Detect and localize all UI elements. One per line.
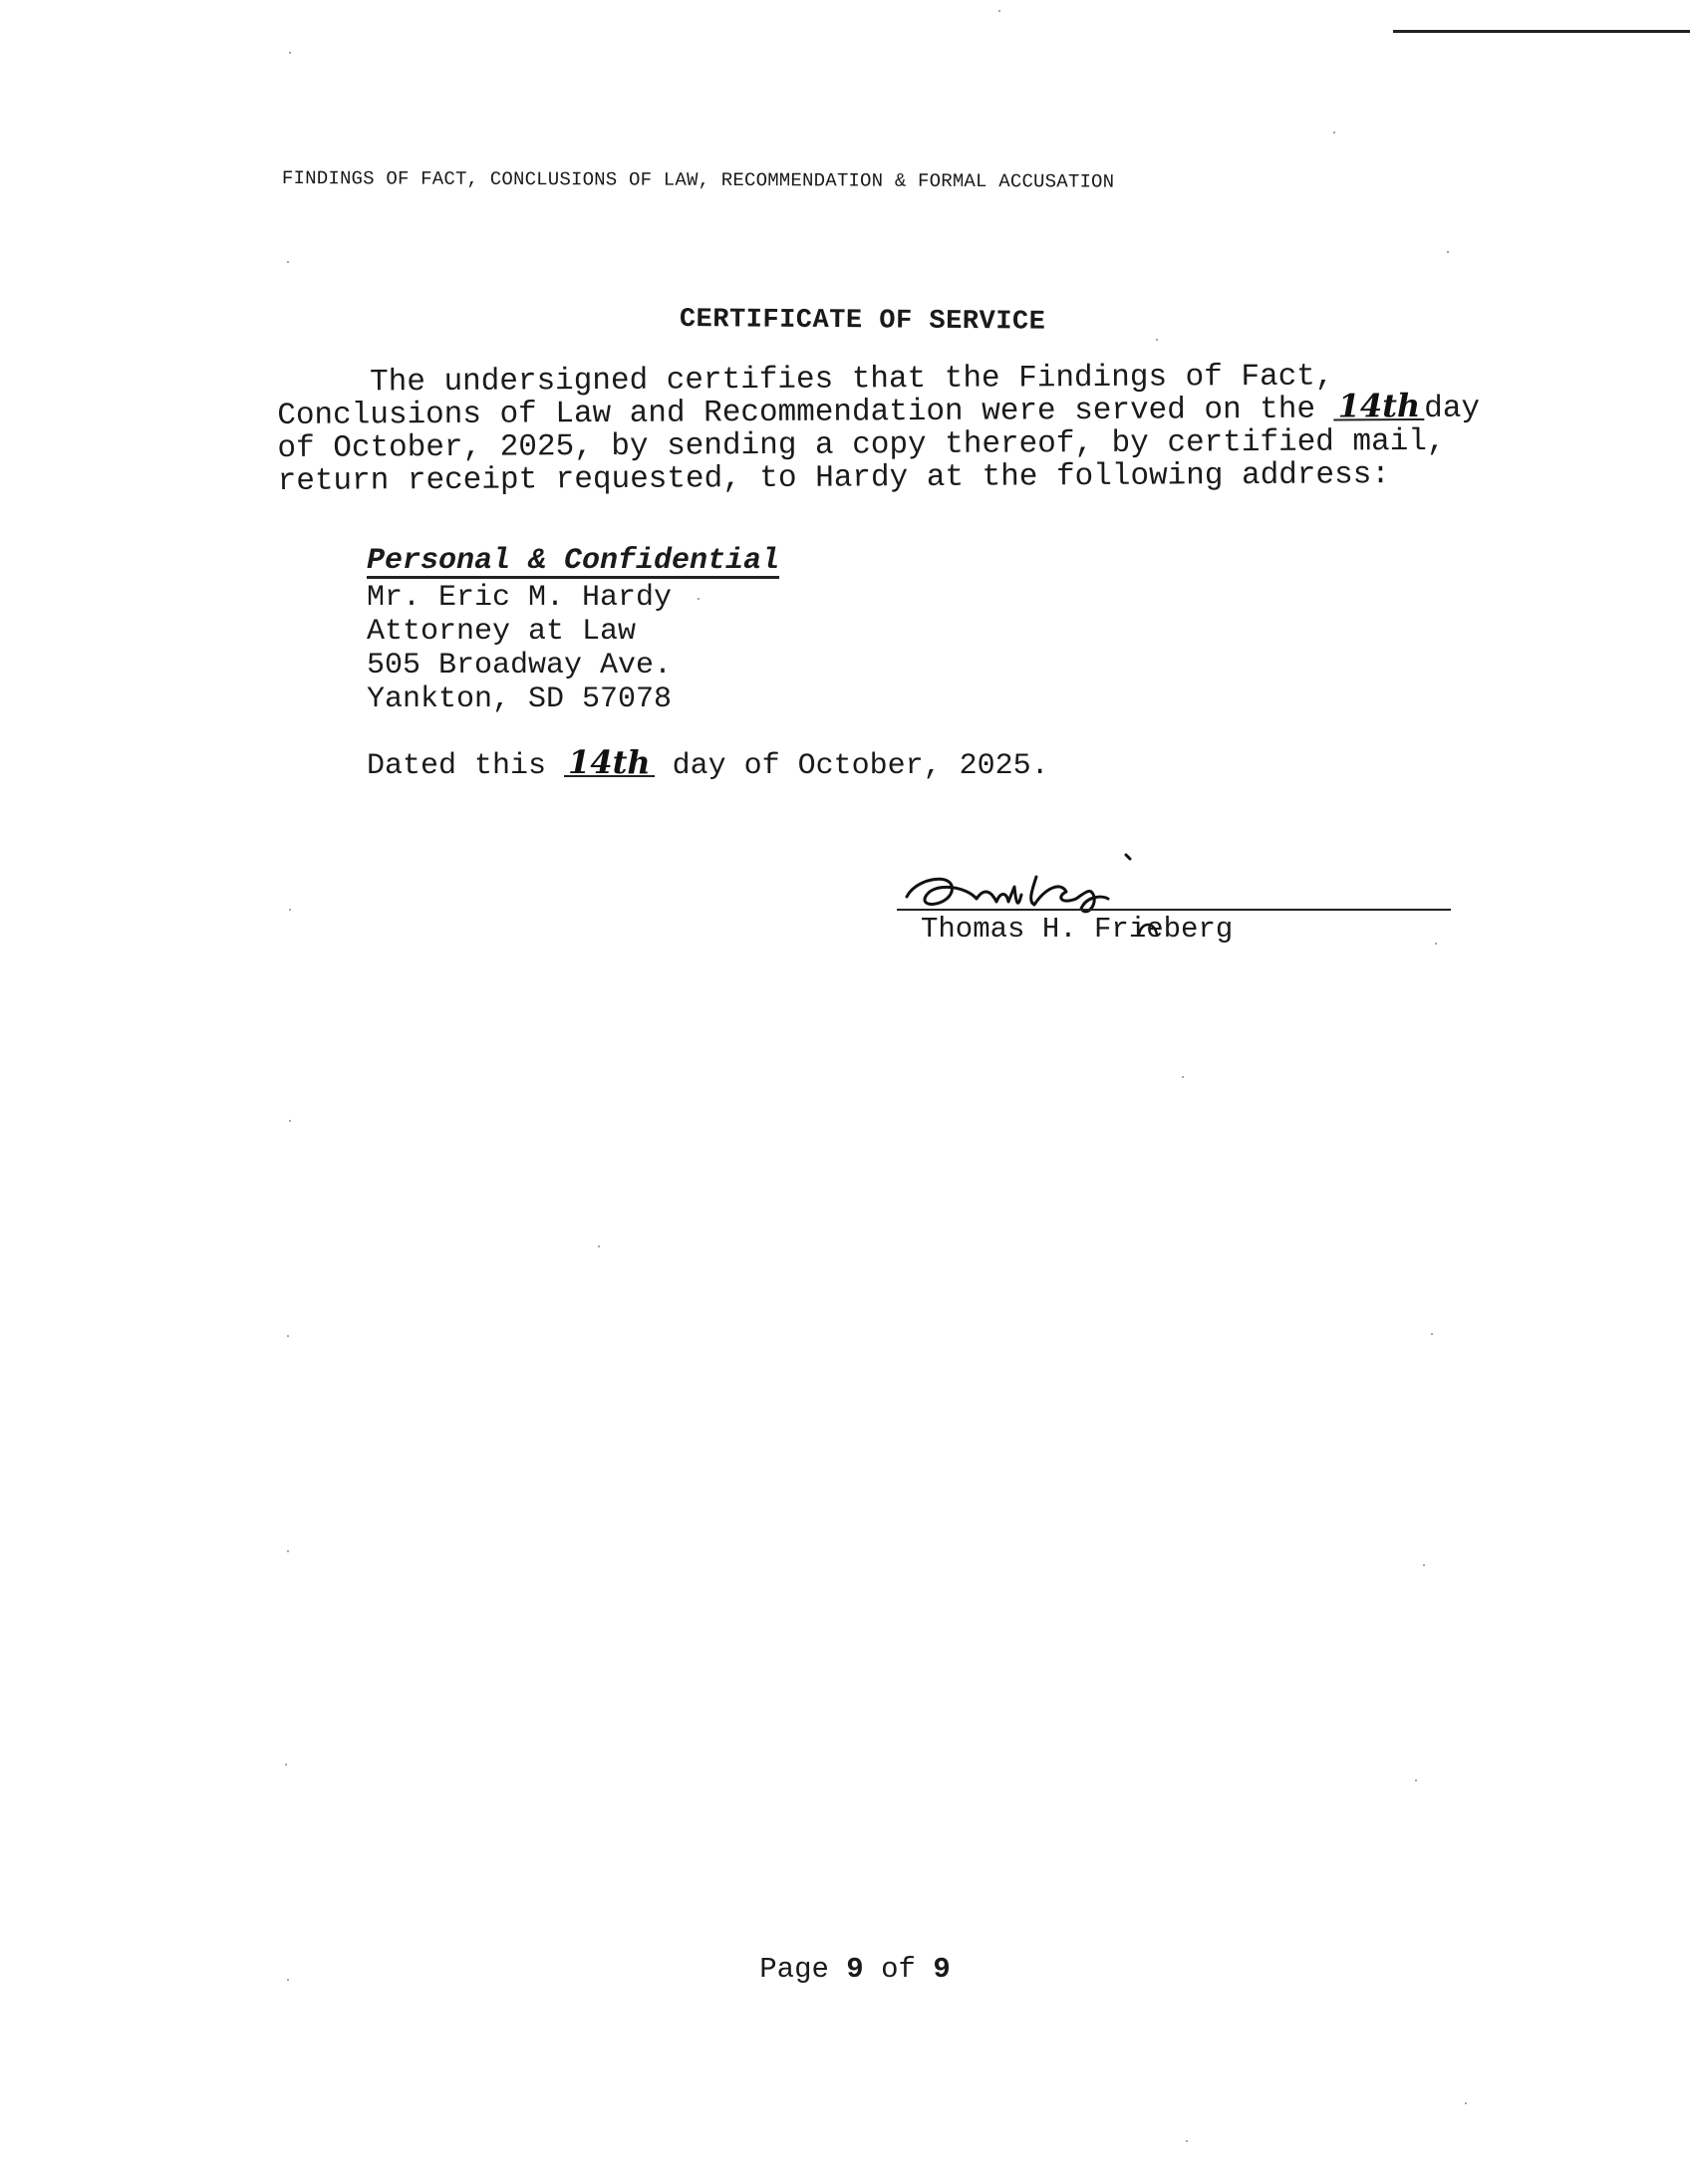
page-number [0, 1953, 1690, 1986]
body-line-2-text: Conclusions of Law and Recommendation were served on the [277, 392, 1334, 433]
signature-block [897, 847, 1455, 956]
address-line: 505 Broadway Ave. [367, 649, 673, 682]
page-mid: of [863, 1953, 934, 1986]
address-line: Mr. Eric M. Hardy [367, 581, 673, 615]
certificate-body [276, 359, 1481, 499]
body-line-3: of October, 2025, by sending a copy thereof, by certified mail, [277, 423, 1446, 466]
body-line-4: return receipt requested, to Hardy at the following address: [277, 457, 1390, 499]
handwritten-day-1: 14th [1334, 393, 1425, 421]
page-prefix: Page [759, 1953, 847, 1986]
scan-edge-rule [1393, 30, 1690, 33]
page-current: 9 [846, 1953, 864, 1986]
handwritten-day-2: 14th [564, 749, 655, 777]
address-line: Attorney at Law [367, 615, 637, 649]
address-line: Yankton, SD 57078 [367, 682, 673, 716]
page-total: 9 [933, 1953, 951, 1986]
dated-line [367, 743, 1049, 783]
signature-line [897, 909, 1451, 911]
certificate-title: CERTIFICATE OF SERVICE [679, 305, 1046, 338]
recipient-address [367, 544, 779, 716]
address-heading: Personal & Confidential [367, 544, 780, 578]
dated-prefix: Dated this [367, 749, 565, 783]
dated-suffix: day of October, 2025. [654, 749, 1049, 783]
body-line-1: The undersigned certifies that the Findings of Fact, [276, 359, 1334, 401]
body-line-2-end: day [1424, 391, 1481, 426]
document-header: FINDINGS OF FACT, CONCLUSIONS OF LAW, RECOMMENDATION & FORMAL ACCUSATION [281, 167, 1115, 193]
signer-name: Thomas H. Frieberg [921, 913, 1234, 946]
